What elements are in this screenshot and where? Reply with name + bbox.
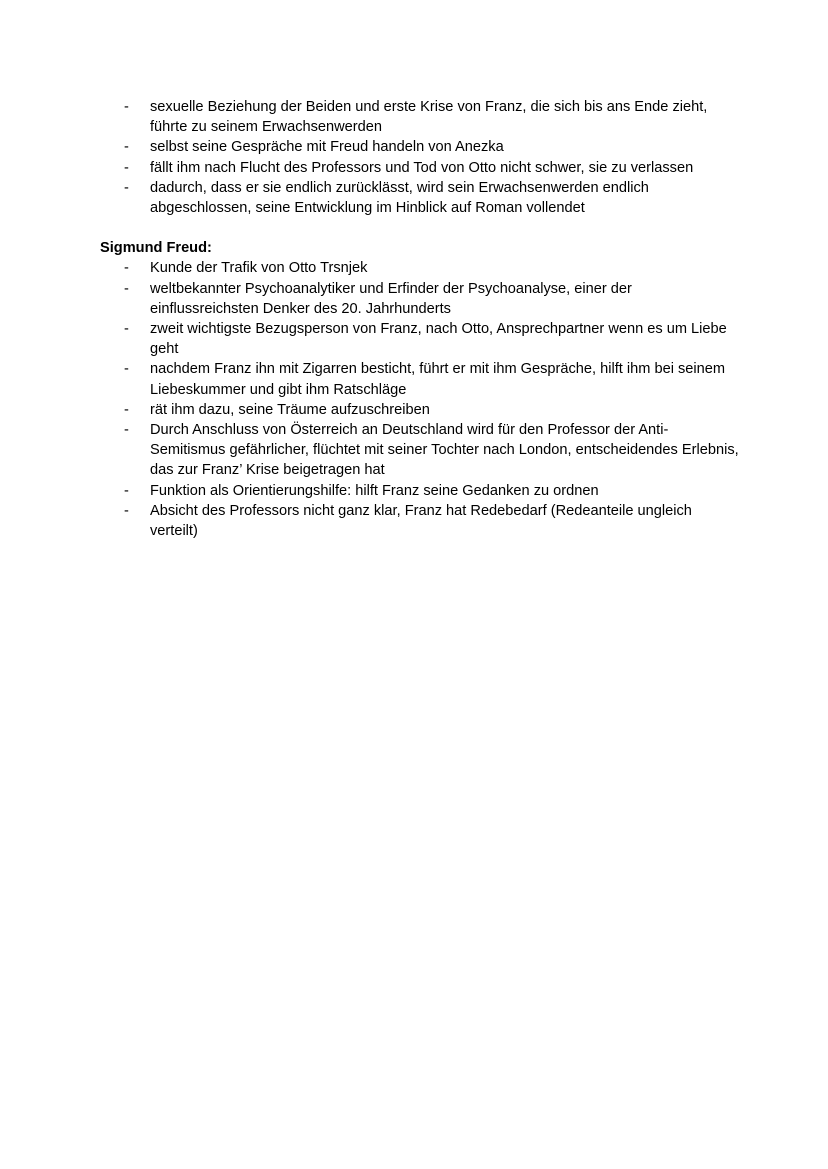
document-content — [100, 97, 740, 541]
list-item — [100, 279, 740, 319]
bullet-dash: - — [124, 139, 129, 156]
list-item-text: sexuelle Beziehung der Beiden und erste Krise von Franz, die sich bis ans Ende zieht, führte zu seinem Erwachsenwerden — [150, 99, 708, 136]
list-item — [100, 501, 740, 541]
list-item — [100, 258, 740, 278]
list-item-text: rät ihm dazu, seine Träume aufzuschreiben — [150, 401, 430, 418]
list-item-text: Funktion als Orientierungshilfe: hilft Franz seine Gedanken zu ordnen — [150, 482, 599, 499]
list-item-text: selbst seine Gespräche mit Freud handeln von Anezka — [150, 139, 504, 156]
list-item — [100, 400, 740, 420]
bullet-dash: - — [124, 321, 129, 338]
bullet-dash: - — [124, 502, 129, 519]
list-item-text: dadurch, dass er sie endlich zurücklässt, wird sein Erwachsenwerden endlich abgeschlossen, seine Entwicklung im Hinblick auf Roman vollendet — [150, 179, 649, 217]
bullet-dash: - — [124, 280, 129, 297]
bullet-dash: - — [124, 179, 129, 196]
section1-bullet-list — [100, 97, 740, 218]
bullet-dash: - — [124, 482, 129, 499]
bullet-dash: - — [124, 260, 129, 277]
list-item — [100, 158, 740, 178]
list-item — [100, 359, 740, 399]
list-item — [100, 481, 740, 501]
list-item — [100, 319, 740, 359]
list-item-text: Kunde der Trafik von Otto Trsnjek — [150, 260, 368, 277]
bullet-dash: - — [124, 99, 129, 115]
list-item — [100, 137, 740, 157]
list-item — [100, 178, 740, 218]
list-item-text: nachdem Franz ihn mit Zigarren besticht, führt er mit ihm Gespräche, hilft ihm bei seinem Liebeskummer und gibt ihm Ratschläge — [150, 361, 726, 398]
list-item-text: Durch Anschluss von Österreich an Deutschland wird für den Professor der Anti-Semitismus gefährlicher, flüchtet mit seiner Tochter nach London, entscheidendes Erlebnis, das zur Franz’ Krise beigetragen hat — [150, 422, 739, 479]
bullet-dash: - — [124, 361, 129, 378]
list-item-text: fällt ihm nach Flucht des Professors und Tod von Otto nicht schwer, sie zu verlassen — [150, 159, 694, 176]
list-item-text: weltbekannter Psychoanalytiker und Erfinder der Psychoanalyse, einer der einflussreichsten Denker des 20. Jahrhunderts — [150, 280, 632, 317]
list-item — [100, 97, 740, 137]
section-heading-sigmund-freud: Sigmund Freud: — [100, 240, 212, 257]
list-item-text: zweit wichtigste Bezugsperson von Franz, nach Otto, Ansprechpartner wenn es um Liebe geht — [150, 321, 727, 358]
list-item-text: Absicht des Professors nicht ganz klar, Franz hat Redebedarf (Redeanteile ungleich verteilt) — [150, 502, 692, 540]
bullet-dash: - — [124, 401, 129, 418]
bullet-dash: - — [124, 422, 129, 439]
list-item — [100, 420, 740, 481]
bullet-dash: - — [124, 159, 129, 176]
section2-bullet-list — [100, 258, 740, 541]
